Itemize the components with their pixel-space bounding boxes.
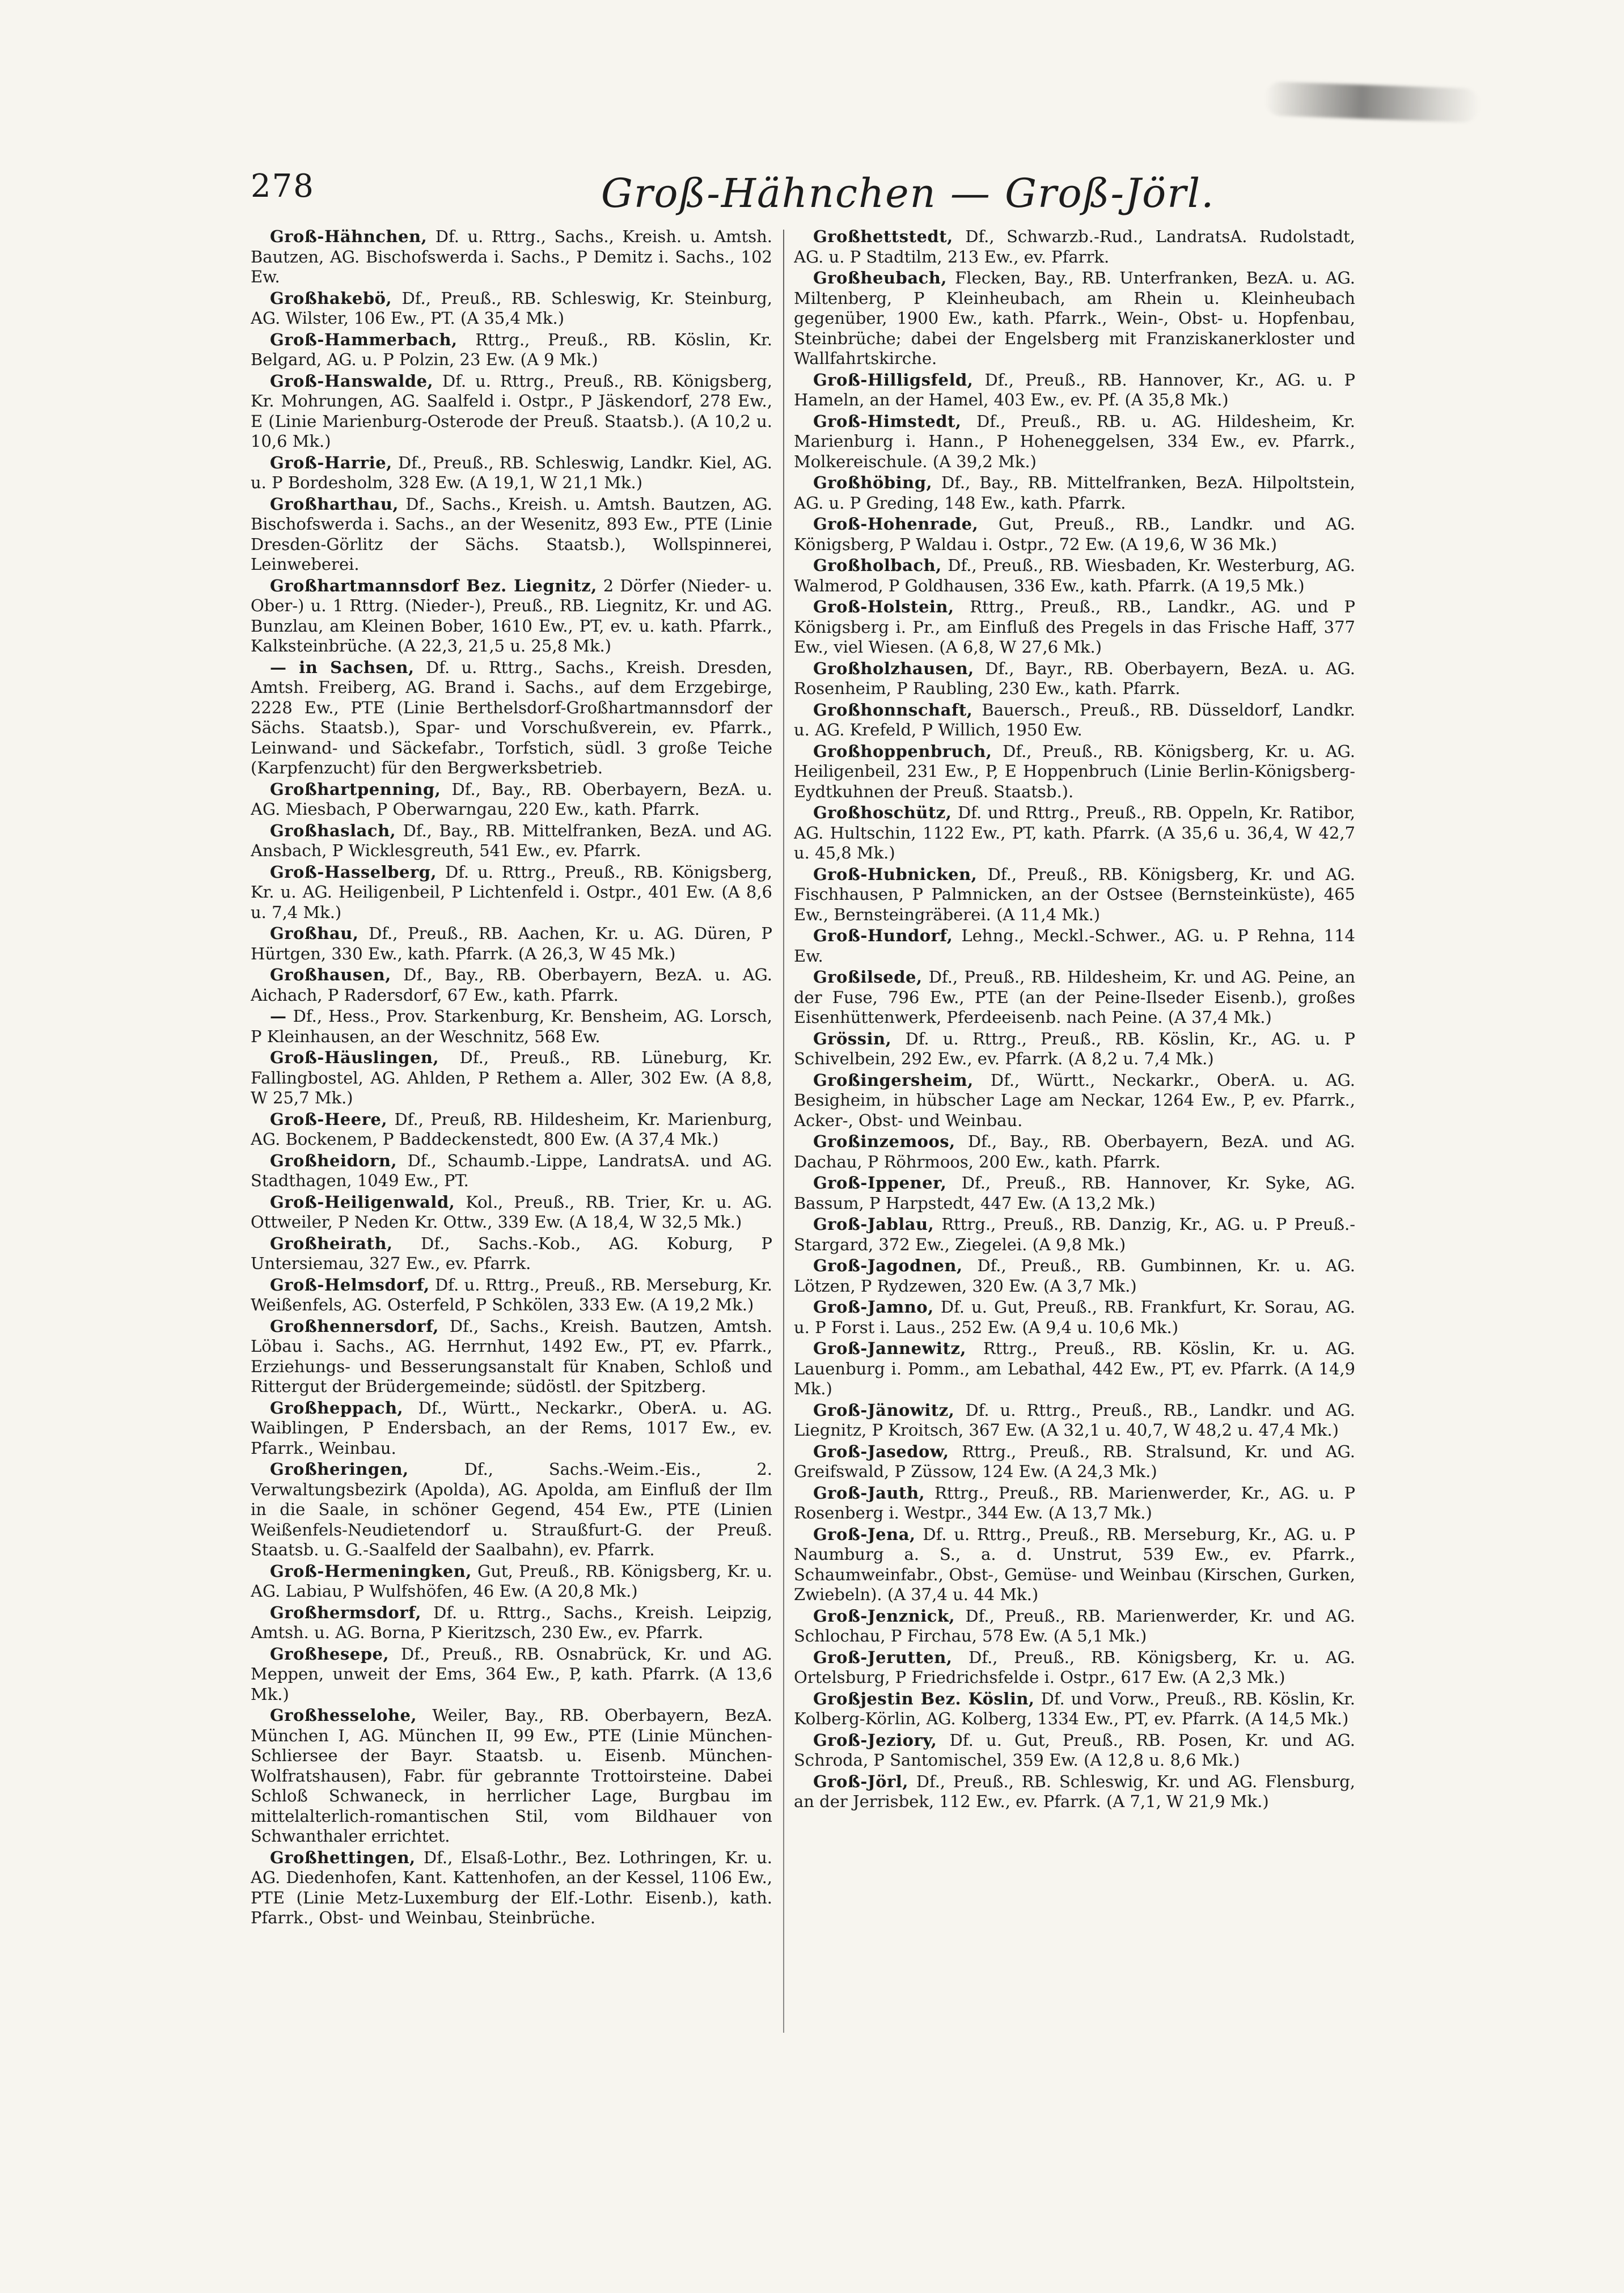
- gazetteer-entry: [794, 1731, 1355, 1771]
- entry-headword: Groß-Himstedt,: [813, 411, 962, 431]
- gazetteer-entry: [251, 1644, 772, 1705]
- entry-headword: Großhoppenbruch,: [813, 741, 992, 761]
- entry-headword: Groß-Holstein,: [813, 597, 954, 616]
- entry-text: Df., Württ., Neckarkr., OberA. u. AG. Besigheim, in hübscher Lage am Neckar, 1264 Ew., P, ev. Pfarrk., Acker-, Obst- und Weinbau.: [794, 1070, 1355, 1130]
- gazetteer-entry: [794, 1297, 1355, 1338]
- gazetteer-entry: [251, 1848, 772, 1928]
- entry-text: Rttrg., Preuß., RB., Landkr., AG. und P Königsberg i. Pr., am Einfluß des Pregels in das Frische Haff, 377 Ew., viel Wiesen. (A 6,8, W 27,6 Mk.): [794, 597, 1355, 657]
- entry-headword: Großheringen,: [270, 1459, 409, 1479]
- gazetteer-entry: [251, 1398, 772, 1459]
- gazetteer-entry: [794, 1071, 1355, 1131]
- entry-text: Df. und Vorw., Preuß., RB. Köslin, Kr. Kolberg-Körlin, AG. Kolberg, 1334 Ew., PT, ev. Pfarrk. (A 14,5 Mk.): [794, 1689, 1355, 1728]
- entry-headword: Groß-Ippener,: [813, 1173, 947, 1192]
- entry-text: Bauersch., Preuß., RB. Düsseldorf, Landkr. u. AG. Krefeld, P Willich, 1950 Ew.: [794, 700, 1355, 739]
- gazetteer-entry: [251, 289, 772, 329]
- gazetteer-entry: [794, 926, 1355, 966]
- entry-text: Df., Preuß., RB. Aachen, Kr. u. AG. Düren, P Hürtgen, 330 Ew., kath. Pfarrk. (A 26,3, W 45 Mk.): [251, 924, 772, 963]
- entry-headword: Großholbach,: [813, 556, 942, 575]
- gazetteer-entry: [794, 1525, 1355, 1605]
- entry-text: Df., Preuß., RB. Königsberg, Kr. und AG. Fischhausen, P Palmnicken, an der Ostsee (Bernsteinküste), 465 Ew., Bernsteingräberei. (A 11,4 Mk.): [794, 864, 1355, 924]
- entry-text: Df., Preuß., RB. Osnabrück, Kr. und AG. Meppen, unweit der Ems, 364 Ew., P, kath. Pfarrk. (A 13,6 Mk.): [251, 1644, 772, 1704]
- gazetteer-entry: [251, 1192, 772, 1233]
- entry-headword: Großhoschütz,: [813, 803, 952, 822]
- entry-text: Df. u. Rttrg., Sachs., Kreish. Dresden, Amtsh. Freiberg, AG. Brand i. Sachs., auf dem Erzgebirge, 2228 Ew., PTE (Linie Berthelsdorf-Großhartmannsdorf der Sächs. Staatsb.), Spar- und Vorschußverein, ev. Pfarrk., Leinwand- und Säckefabr., Torfstich, südl. 3 große Teiche (Karpfenzucht) für den Bergwerksbetrieb.: [251, 657, 772, 777]
- entry-text: Kol., Preuß., RB. Trier, Kr. u. AG. Ottweiler, P Neden Kr. Ottw., 339 Ew. (A 18,4, W 32,5 Mk.): [251, 1192, 772, 1232]
- entry-text: Df., Bay., RB. Oberbayern, BezA. u. AG. Aichach, P Radersdorf, 67 Ew., kath. Pfarrk.: [251, 965, 772, 1005]
- gazetteer-entry: [794, 700, 1355, 741]
- gazetteer-entry: [251, 1048, 772, 1109]
- entry-headword: Groß-Harrie,: [270, 452, 392, 472]
- entry-headword: Groß-Jamno,: [813, 1297, 934, 1317]
- entry-text: Rttrg., Preuß., RB. Danzig, Kr., AG. u. P Preuß.-Stargard, 372 Ew., Ziegelei. (A 9,8 Mk.): [794, 1215, 1355, 1254]
- entry-text: Df., Bay., RB. Mittelfranken, BezA. und AG. Ansbach, P Wicklesgreuth, 541 Ew., ev. Pfarrk.: [251, 820, 772, 860]
- entry-headword: Groß-Hasselberg,: [270, 862, 437, 882]
- entry-text: Rttrg., Preuß., RB. Köslin, Kr. u. AG. Lauenburg i. Pomm., am Lebathal, 442 Ew., PT, ev. Pfarrk. (A 14,9 Mk.): [794, 1339, 1355, 1398]
- gazetteer-entry: [251, 1110, 772, 1150]
- gazetteer-entry: [794, 1339, 1355, 1399]
- entry-text: Df., Sachs.-Weim.-Eis., 2. Verwaltungsbezirk (Apolda), AG. Apolda, am Einfluß der Ilm in die Saale, in schöner Gegend, 454 Ew., PTE (Linien Weißenfels-Neudietendorf u. Straußfurt-G. der Preuß. Staatsb. u. G.-Saalfeld der Saalbahn), ev. Pfarrk.: [251, 1459, 772, 1559]
- entry-text: Df., Preuß., RB. Schleswig, Kr. Steinburg, AG. Wilster, 106 Ew., PT. (A 35,4 Mk.): [251, 288, 772, 328]
- entry-headword: Groß-Hanswalde,: [270, 371, 434, 391]
- gazetteer-entry: [251, 227, 772, 287]
- entry-text: Df., Preuß., RB. Marienwerder, Kr. und AG. Schlochau, P Firchau, 578 Ew. (A 5,1 Mk.): [794, 1606, 1355, 1645]
- entry-headword: Großhöbing,: [813, 473, 933, 492]
- entry-text: Df., Bay., RB. Oberbayern, BezA. und AG. Dachau, P Röhrmoos, 200 Ew., kath. Pfarrk.: [794, 1132, 1355, 1171]
- entry-text: Df., Preuß., RB. Hannover, Kr., AG. u. P Hameln, an der Hamel, 403 Ew., ev. Pf. (A 35,8 Mk.): [794, 370, 1355, 409]
- entry-text: Df. und Rttrg., Preuß., RB. Oppeln, Kr. Ratibor, AG. Hultschin, 1122 Ew., PT, kath. Pfarrk. (A 35,6 u. 36,4, W 42,7 u. 45,8 Mk.): [794, 803, 1355, 862]
- entry-text: Gut, Preuß., RB. Königsberg, Kr. u. AG. Labiau, P Wulfshöfen, 46 Ew. (A 20,8 Mk.): [251, 1561, 772, 1601]
- gazetteer-entry: [251, 965, 772, 1005]
- entry-headword: Großhartpenning,: [270, 779, 441, 799]
- entry-headword: Groß-Jörl,: [813, 1771, 908, 1791]
- entry-headword: Großhartmannsdorf Bez. Liegnitz,: [270, 576, 597, 595]
- entry-text: Df., Preuß., RB. Wiesbaden, Kr. Westerburg, AG. Walmerod, P Goldhausen, 336 Ew., kath. Pfarrk. (A 19,5 Mk.): [794, 556, 1355, 595]
- entry-text: Df., Sachs., Kreish. u. Amtsh. Bautzen, AG. Bischofswerda i. Sachs., an der Wesenitz, 893 Ew., PTE (Linie Dresden-Görlitz der Sächs. Staatsb.), Wollspinnerei, Leinweberei.: [251, 494, 772, 574]
- entry-headword: Groß-Heere,: [270, 1109, 388, 1129]
- entry-text: Df., Elsaß-Lothr., Bez. Lothringen, Kr. u. AG. Diedenhofen, Kant. Kattenhofen, an der Kessel, 1106 Ew., PTE (Linie Metz-Luxemburg der Elf.-Lothr. Eisenb.), kath. Pfarrk., Obst- und Weinbau, Steinbrüche.: [251, 1847, 772, 1927]
- entry-headword: Großinzemoos,: [813, 1132, 955, 1151]
- entry-text: Df., Preuß, RB. Hildesheim, Kr. Marienburg, AG. Bockenem, P Baddeckenstedt, 800 Ew. (A 37,4 Mk.): [251, 1109, 772, 1149]
- entry-text: Df., Sachs., Kreish. Bautzen, Amtsh. Löbau i. Sachs., AG. Herrnhut, 1492 Ew., PT, ev. Pfarrk., Erziehungs- und Besserungsanstalt für Knaben, Schloß und Rittergut der Brüdergemeinde; südöstl. der Spitzberg.: [251, 1316, 772, 1396]
- left-column: [251, 227, 772, 2047]
- gazetteer-entry: [251, 494, 772, 575]
- gazetteer-entry: [251, 1603, 772, 1643]
- gazetteer-entry: [794, 227, 1355, 267]
- entry-headword: Groß-Hermeningken,: [270, 1561, 472, 1581]
- entry-text: Df., Preuß., RB. u. AG. Hildesheim, Kr. Marienburg i. Hann., P Hoheneggelsen, 334 Ew., ev. Pfarrk., Molkereischule. (A 39,2 Mk.): [794, 411, 1355, 471]
- running-head: Groß-Hähnchen — Groß-Jörl.: [601, 170, 1215, 217]
- entry-headword: Groß-Jenznick,: [813, 1606, 955, 1626]
- entry-text: Df., Schaumb.-Lippe, LandratsA. und AG. Stadthagen, 1049 Ew., PT.: [251, 1150, 772, 1190]
- entry-headword: Groß-Jänowitz,: [813, 1400, 955, 1420]
- gazetteer-entry: [251, 1706, 772, 1847]
- gazetteer-entry: [794, 1648, 1355, 1688]
- gazetteer-entry: [251, 1006, 772, 1047]
- entry-text: Df., Preuß., RB. Schleswig, Landkr. Kiel, AG. u. P Bordesholm, 328 Ew. (A 19,1, W 21,1 Mk.): [251, 452, 772, 492]
- gazetteer-entry: [794, 1215, 1355, 1255]
- entry-headword: Großholzhausen,: [813, 658, 974, 678]
- gazetteer-entry: [251, 862, 772, 923]
- entry-text: Rttrg., Preuß., RB. Marienwerder, Kr., AG. u. P Rosenberg i. Westpr., 344 Ew. (A 13,7 Mk.): [794, 1483, 1355, 1522]
- entry-headword: Groß-Jerutten,: [813, 1647, 953, 1667]
- entry-text: Df., Württ., Neckarkr., OberA. u. AG. Waiblingen, P Endersbach, an der Rems, 1017 Ew., ev. Pfarrk., Weinbau.: [251, 1398, 772, 1458]
- entry-headword: Großheidorn,: [270, 1150, 397, 1170]
- entry-headword: — in Sachsen,: [270, 657, 415, 677]
- entry-text: Df., Preuß., RB. Hannover, Kr. Syke, AG. Bassum, P Harpstedt, 447 Ew. (A 13,2 Mk.): [794, 1173, 1355, 1213]
- gazetteer-entry: [794, 1132, 1355, 1172]
- entry-headword: Groß-Heiligenwald,: [270, 1192, 455, 1212]
- entry-headword: Großhennersdorf,: [270, 1316, 439, 1336]
- entry-headword: Groß-Jeziory,: [813, 1730, 937, 1750]
- entry-headword: Großhesepe,: [270, 1644, 390, 1664]
- entry-headword: Groß-Jasedow,: [813, 1441, 949, 1461]
- gazetteer-entry: [251, 1151, 772, 1191]
- entry-headword: Groß-Hundorf,: [813, 926, 953, 945]
- entry-text: Df., Preuß., RB. Königsberg, Kr. u. AG. Heiligenbeil, 231 Ew., P, E Hoppenbruch (Linie Berlin-Königsberg-Eydtkuhnen der Preuß. Staatsb.).: [794, 741, 1355, 801]
- gazetteer-entry: [251, 1234, 772, 1274]
- gazetteer-entry: [794, 803, 1355, 864]
- gazetteer-entry: [794, 268, 1355, 369]
- right-column: [794, 227, 1355, 2047]
- gazetteer-entry: [794, 1256, 1355, 1296]
- gazetteer-entry: [794, 742, 1355, 802]
- entry-headword: Groß-Hilligsfeld,: [813, 370, 974, 390]
- gazetteer-entry: [794, 412, 1355, 472]
- entry-headword: Grössin,: [813, 1029, 892, 1048]
- entry-text: Flecken, Bay., RB. Unterfranken, BezA. u. AG. Miltenberg, P Kleinheubach, am Rhein u. Kleinheubach gegenüber, 1900 Ew., kath. Pfarrk., Wein-, Obst- u. Hopfenbau, Steinbrüche; dabei der Engelsberg mit Franziskanerkloster und Wallfahrtskirche.: [794, 268, 1355, 368]
- entry-text: Rttrg., Preuß., RB. Köslin, Kr. Belgard, AG. u. P Polzin, 23 Ew. (A 9 Mk.): [251, 329, 772, 369]
- entry-headword: Groß-Hähnchen,: [270, 227, 428, 246]
- entry-text: Df. u. Rttrg., Preuß., RB. Merseburg, Kr. Weißenfels, AG. Osterfeld, P Schkölen, 333 Ew. (A 19,2 Mk.): [251, 1275, 772, 1314]
- gazetteer-entry: [794, 1606, 1355, 1647]
- gazetteer-entry: [794, 370, 1355, 411]
- entry-headword: Groß-Häuslingen,: [270, 1048, 439, 1067]
- entry-headword: Großhaslach,: [270, 820, 396, 840]
- gazetteer-entry: [794, 1772, 1355, 1812]
- entry-text: Df. u. Rttrg., Sachs., Kreish. Leipzig, Amtsh. u. AG. Borna, P Kieritzsch, 230 Ew., ev. Pfarrk.: [251, 1602, 772, 1642]
- entry-headword: Großingersheim,: [813, 1070, 974, 1090]
- gazetteer-entry: [251, 453, 772, 493]
- entry-text: Weiler, Bay., RB. Oberbayern, BezA. München I, AG. München II, 99 Ew., PTE (Linie München-Schliersee der Bayr. Staatsb. u. Eisenb. München-Wolfratshausen), Fabr. für gebrannte Trottoirsteine. Dabei Schloß Schwaneck, in herrlicher Lage, Burgbau im mittelalterlich-romantischen Stil, vom Bildhauer von Schwanthaler errichtet.: [251, 1706, 772, 1846]
- entry-text: Df. u. Rttrg., Preuß., RB. Köslin, Kr., AG. u. P Schivelbein, 292 Ew., ev. Pfarrk. (A 8,2 u. 7,4 Mk.): [794, 1029, 1355, 1068]
- entry-text: Df., Hess., Prov. Starkenburg, Kr. Bensheim, AG. Lorsch, P Kleinhausen, an der Weschnitz, 568 Ew.: [251, 1006, 772, 1046]
- entry-text: Df., Preuß., RB. Lüneburg, Kr. Fallingbostel, AG. Ahlden, P Rethem a. Aller, 302 Ew. (A 8,8, W 25,7 Mk.): [251, 1048, 772, 1107]
- entry-headword: Großhakebö,: [270, 288, 392, 308]
- entry-headword: Großilsede,: [813, 967, 923, 987]
- entry-headword: Groß-Jannewitz,: [813, 1339, 967, 1358]
- page-number: 278: [251, 168, 315, 205]
- entry-text: 2 Dörfer (Nieder- u. Ober-) u. 1 Rttrg. (Nieder-), Preuß., RB. Liegnitz, Kr. und AG. Bunzlau, am Kleinen Bober, 1610 Ew., PT, ev. u. kath. Pfarrk., Kalksteinbrüche. (A 22,3, 21,5 u. 25,8 Mk.): [251, 576, 772, 655]
- gazetteer-entry: [794, 1029, 1355, 1069]
- entry-text: Rttrg., Preuß., RB. Stralsund, Kr. und AG. Greifswald, P Züssow, 124 Ew. (A 24,3 Mk.): [794, 1441, 1355, 1481]
- entry-headword: Großharthau,: [270, 494, 399, 514]
- entry-headword: Groß-Jena,: [813, 1524, 916, 1544]
- gazetteer-entry: [794, 514, 1355, 555]
- entry-headword: Groß-Jagodnen,: [813, 1256, 963, 1275]
- entry-text: Df. u. Rttrg., Preuß., RB. Merseburg, Kr., AG. u. P Naumburg a. S., a. d. Unstrut, 539 Ew., ev. Pfarrk., Schaumweinfabr., Obst-, Gemüse- und Weinbau (Kirschen, Gurken, Zwiebeln). (A 37,4 u. 44 Mk.): [794, 1524, 1355, 1604]
- entry-headword: Groß-Jauth,: [813, 1483, 925, 1503]
- gazetteer-entry: [794, 473, 1355, 513]
- gazetteer-entry: [251, 658, 772, 779]
- entry-headword: Großhausen,: [270, 965, 391, 984]
- gazetteer-entry: [794, 556, 1355, 596]
- gazetteer-entry: [251, 924, 772, 964]
- entry-text: Df., Preuß., RB. Schleswig, Kr. und AG. Flensburg, an der Jerrisbek, 112 Ew., ev. Pfarrk. (A 7,1, W 21,9 Mk.): [794, 1771, 1355, 1811]
- gazetteer-entry: [251, 1317, 772, 1397]
- gazetteer-entry: [794, 1173, 1355, 1213]
- entry-text: Df. u. Rttrg., Sachs., Kreish. u. Amtsh. Bautzen, AG. Bischofswerda i. Sachs., P Demitz i. Sachs., 102 Ew.: [251, 227, 772, 286]
- gazetteer-entry: [251, 780, 772, 820]
- entry-text: Df. u. Rttrg., Preuß., RB. Königsberg, Kr. Mohrungen, AG. Saalfeld i. Ostpr., P Jäskendorf, 278 Ew., E (Linie Marienburg-Osterode der Preuß. Staatsb.). (A 10,2 u. 10,6 Mk.): [251, 371, 772, 451]
- entry-headword: Groß-Hubnicken,: [813, 864, 978, 884]
- entry-headword: Großheppach,: [270, 1398, 404, 1418]
- gazetteer-entry: [251, 1562, 772, 1602]
- gazetteer-entry: [794, 865, 1355, 925]
- gazetteer-entry: [251, 1459, 772, 1560]
- gazetteer-entry: [251, 576, 772, 657]
- entry-text: Df., Schwarzb.-Rud., LandratsA. Rudolstadt, AG. u. P Stadtilm, 213 Ew., ev. Pfarrk.: [794, 227, 1355, 266]
- entry-text: Df., Preuß., RB. Hildesheim, Kr. und AG. Peine, an der Fuse, 796 Ew., PTE (an der Peine-Ilseder Eisenb.), großes Eisenhüttenwerk, Pferdeeisenb. nach Peine. (A 37,4 Mk.): [794, 967, 1355, 1027]
- gazetteer-entry: [251, 821, 772, 861]
- gazetteer-entry: [794, 1689, 1355, 1729]
- entry-headword: Großhau,: [270, 924, 359, 943]
- entry-text: Df. u. Gut, Preuß., RB. Frankfurt, Kr. Sorau, AG. u. P Forst i. Laus., 252 Ew. (A 9,4 u. 10,6 Mk.): [794, 1297, 1355, 1337]
- gazetteer-entry: [794, 1442, 1355, 1482]
- entry-text: Df., Preuß., RB. Gumbinnen, Kr. u. AG. Lötzen, P Rydzewen, 320 Ew. (A 3,7 Mk.): [794, 1256, 1355, 1296]
- gazetteer-entry: [794, 1401, 1355, 1441]
- entry-text: Df., Bay., RB. Mittelfranken, BezA. Hilpoltstein, AG. u. P Greding, 148 Ew., kath. Pfarrk.: [794, 473, 1355, 513]
- entry-headword: Großheirath,: [270, 1233, 393, 1253]
- entry-text: Df., Sachs.-Kob., AG. Koburg, P Untersiemau, 327 Ew., ev. Pfarrk.: [251, 1233, 772, 1273]
- entry-headword: Groß-Jablau,: [813, 1215, 934, 1234]
- entry-text: Lehng., Meckl.-Schwer., AG. u. P Rehna, 114 Ew.: [794, 926, 1355, 966]
- entry-headword: Großhesselohe,: [270, 1706, 417, 1725]
- entry-headword: Großhettingen,: [270, 1847, 416, 1867]
- entry-text: Gut, Preuß., RB., Landkr. und AG. Königsberg, P Waldau i. Ostpr., 72 Ew. (A 19,6, W 36 Mk.): [794, 514, 1355, 554]
- entry-headword: Großjestin Bez. Köslin,: [813, 1689, 1035, 1708]
- gazetteer-entry: [794, 597, 1355, 658]
- entry-text: Df., Preuß., RB. Königsberg, Kr. u. AG. Ortelsburg, P Friedrichsfelde i. Ostpr., 617 Ew. (A 2,3 Mk.): [794, 1647, 1355, 1687]
- column-divider: [783, 230, 784, 2033]
- entry-headword: Großhermsdorf,: [270, 1602, 422, 1622]
- entry-headword: Großhonnschaft,: [813, 700, 973, 720]
- gazetteer-entry: [251, 371, 772, 452]
- scan-smudge: [1264, 81, 1481, 122]
- entry-text: Df., Bayr., RB. Oberbayern, BezA. u. AG. Rosenheim, P Raubling, 230 Ew., kath. Pfarrk.: [794, 658, 1355, 698]
- gazetteer-entry: [794, 1483, 1355, 1524]
- gazetteer-entry: [794, 967, 1355, 1028]
- entry-text: Df. u. Rttrg., Preuß., RB. Königsberg, Kr. u. AG. Heiligenbeil, P Lichtenfeld i. Ostpr., 401 Ew. (A 8,6 u. 7,4 Mk.): [251, 862, 772, 922]
- entry-headword: Groß-Hohenrade,: [813, 514, 979, 534]
- gazetteer-entry: [794, 659, 1355, 699]
- entry-text: Df., Bay., RB. Oberbayern, BezA. u. AG. Miesbach, P Oberwarngau, 220 Ew., kath. Pfarrk.: [251, 779, 772, 819]
- gazetteer-entry: [251, 1275, 772, 1315]
- entry-headword: Großhettstedt,: [813, 227, 953, 246]
- gazetteer-entry: [251, 330, 772, 370]
- entry-text: Df. u. Gut, Preuß., RB. Posen, Kr. und AG. Schroda, P Santomischel, 359 Ew. (A 12,8 u. 8,6 Mk.): [794, 1730, 1355, 1770]
- entry-headword: —: [270, 1006, 287, 1026]
- entry-headword: Groß-Hammerbach,: [270, 329, 458, 349]
- entry-headword: Großheubach,: [813, 268, 947, 287]
- entry-headword: Groß-Helmsdorf,: [270, 1275, 430, 1294]
- entry-text: Df. u. Rttrg., Preuß., RB., Landkr. und AG. Liegnitz, P Kroitsch, 367 Ew. (A 32,1 u. 40,7, W 48,2 u. 47,4 Mk.): [794, 1400, 1355, 1440]
